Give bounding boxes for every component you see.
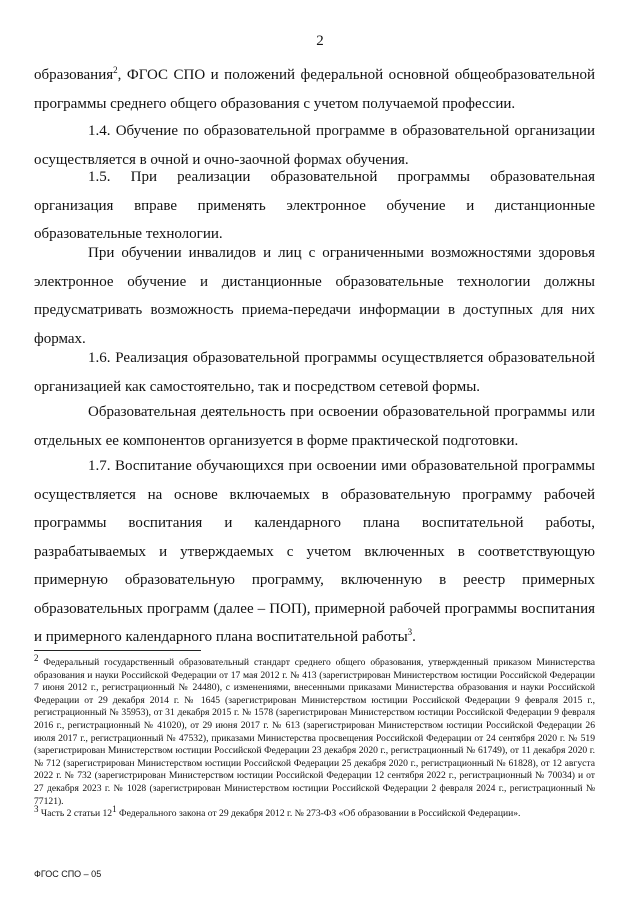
body-paragraph xyxy=(34,61,595,118)
footnote-text: Федеральный государственный образовательный стандарт среднего общего образования, утвержденный приказом Министерства образования и науки Российской Федерации от 17 мая 2012 г. № 413 (зарегистрирован Министерством юстиции Российской Федерации 7 июня 2012 г., регистрационный № 24480), с изменениями, внесенными приказами Министерства образования и науки Российской Федерации от 29 декабря 2014 г. № 1645 (зарегистрирован Министерством юстиции Российской Федерации 9 февраля 2015 г., регистрационный № 35953), от 31 декабря 2015 г. № 1578 (зарегистрирован Министерством юстиции Российской Федерации 9 февраля 2016 г., регистрационный № 41020), от 29 июня 2017 г. № 613 (зарегистрирован Министерством юстиции Российской Федерации 26 июля 2017 г., регистрационный № 47532), приказами Министерства просвещения Российской Федерации от 24 сентября 2020 г. № 519 (зарегистрирован Министерством юстиции Российской Федерации 23 декабря 2020 г., регистрационный № 61749), от 11 декабря 2020 г. № 712 (зарегистрирован Министерством юстиции Российской Федерации 25 декабря 2020 г., регистрационный № 61828), от 12 августа 2022 г. № 732 (зарегистрирован Министерством юстиции Российской Федерации 12 сентября 2022 г., регистрационный № 70034) и от 27 декабря 2023 г. № 1028 (зарегистрирован Министерством юстиции Российской Федерации 2 февраля 2024 г., регистрационный № 77121). xyxy=(34,657,595,807)
paragraph-continuation xyxy=(34,61,595,118)
body-paragraph xyxy=(34,239,595,353)
paragraph-disabilities: При обучении инвалидов и лиц с ограниченными возможностями здоровья электронное обучение и дистанционные образовательные технологии должны предусматривать возможность приема-передачи информации в доступных для них формах. xyxy=(34,245,595,347)
footnote-ref: 3 xyxy=(407,627,413,637)
footnotes xyxy=(34,652,595,821)
paragraph-text: образования xyxy=(34,67,114,83)
page-footer: ФГОС СПО – 05 xyxy=(34,869,102,879)
paragraph-1-5: 1.5. При реализации образовательной программы образовательная организация вправе применять электронное обучение и дистанционные образовательные технологии. xyxy=(34,169,595,242)
paragraph-text: . xyxy=(412,629,416,645)
footnote-text: Федерального закона от 29 декабря 2012 г. № 273-ФЗ «Об образовании в Российской Федерации». xyxy=(116,808,521,820)
footnote-separator xyxy=(34,650,201,651)
body-paragraph xyxy=(34,398,595,455)
body-paragraph xyxy=(34,452,595,652)
footnote-2 xyxy=(34,652,595,808)
paragraph-1-6: 1.6. Реализация образовательной программы осуществляется образовательной организацией как самостоятельно, так и посредством сетевой формы. xyxy=(34,350,595,395)
body-paragraph xyxy=(34,163,595,249)
footnote-marker: 3 xyxy=(34,803,39,814)
paragraph-text: 1.7. Воспитание обучающихся при освоении ими образовательной программы осуществляется на основе включаемых в образовательную программу рабочей программы воспитания и календарного плана воспитательной работы, разрабатываемых и утверждаемых с учетом включенных в соответствующую примерную образовательную программу, включенную в реестр примерных образовательных программ (далее – ПОП), примерной рабочей программы воспитания и примерного календарного плана воспитательной работы xyxy=(34,458,595,645)
paragraph-text: , ФГОС СПО и положений федеральной основной общеобразовательной программы среднего общего образования с учетом получаемой профессии. xyxy=(34,67,595,112)
footnote-marker: 2 xyxy=(34,652,39,663)
paragraph-1-4: 1.4. Обучение по образовательной программе в образовательной организации осуществляется в очной и очно-заочной формах обучения. xyxy=(34,123,595,168)
footnote-text: Часть 2 статьи 12 xyxy=(40,808,113,820)
body-paragraph xyxy=(34,344,595,401)
page-number: 2 xyxy=(316,33,324,49)
footnote-ref: 2 xyxy=(113,65,118,75)
paragraph-1-7 xyxy=(34,452,595,652)
footnote-3 xyxy=(34,803,595,821)
paragraph-practical-training: Образовательная деятельность при освоении образовательной программы или отдельных ее компонентов организуется в форме практической подготовки. xyxy=(34,404,595,449)
footnote-ref: 1 xyxy=(112,803,117,814)
